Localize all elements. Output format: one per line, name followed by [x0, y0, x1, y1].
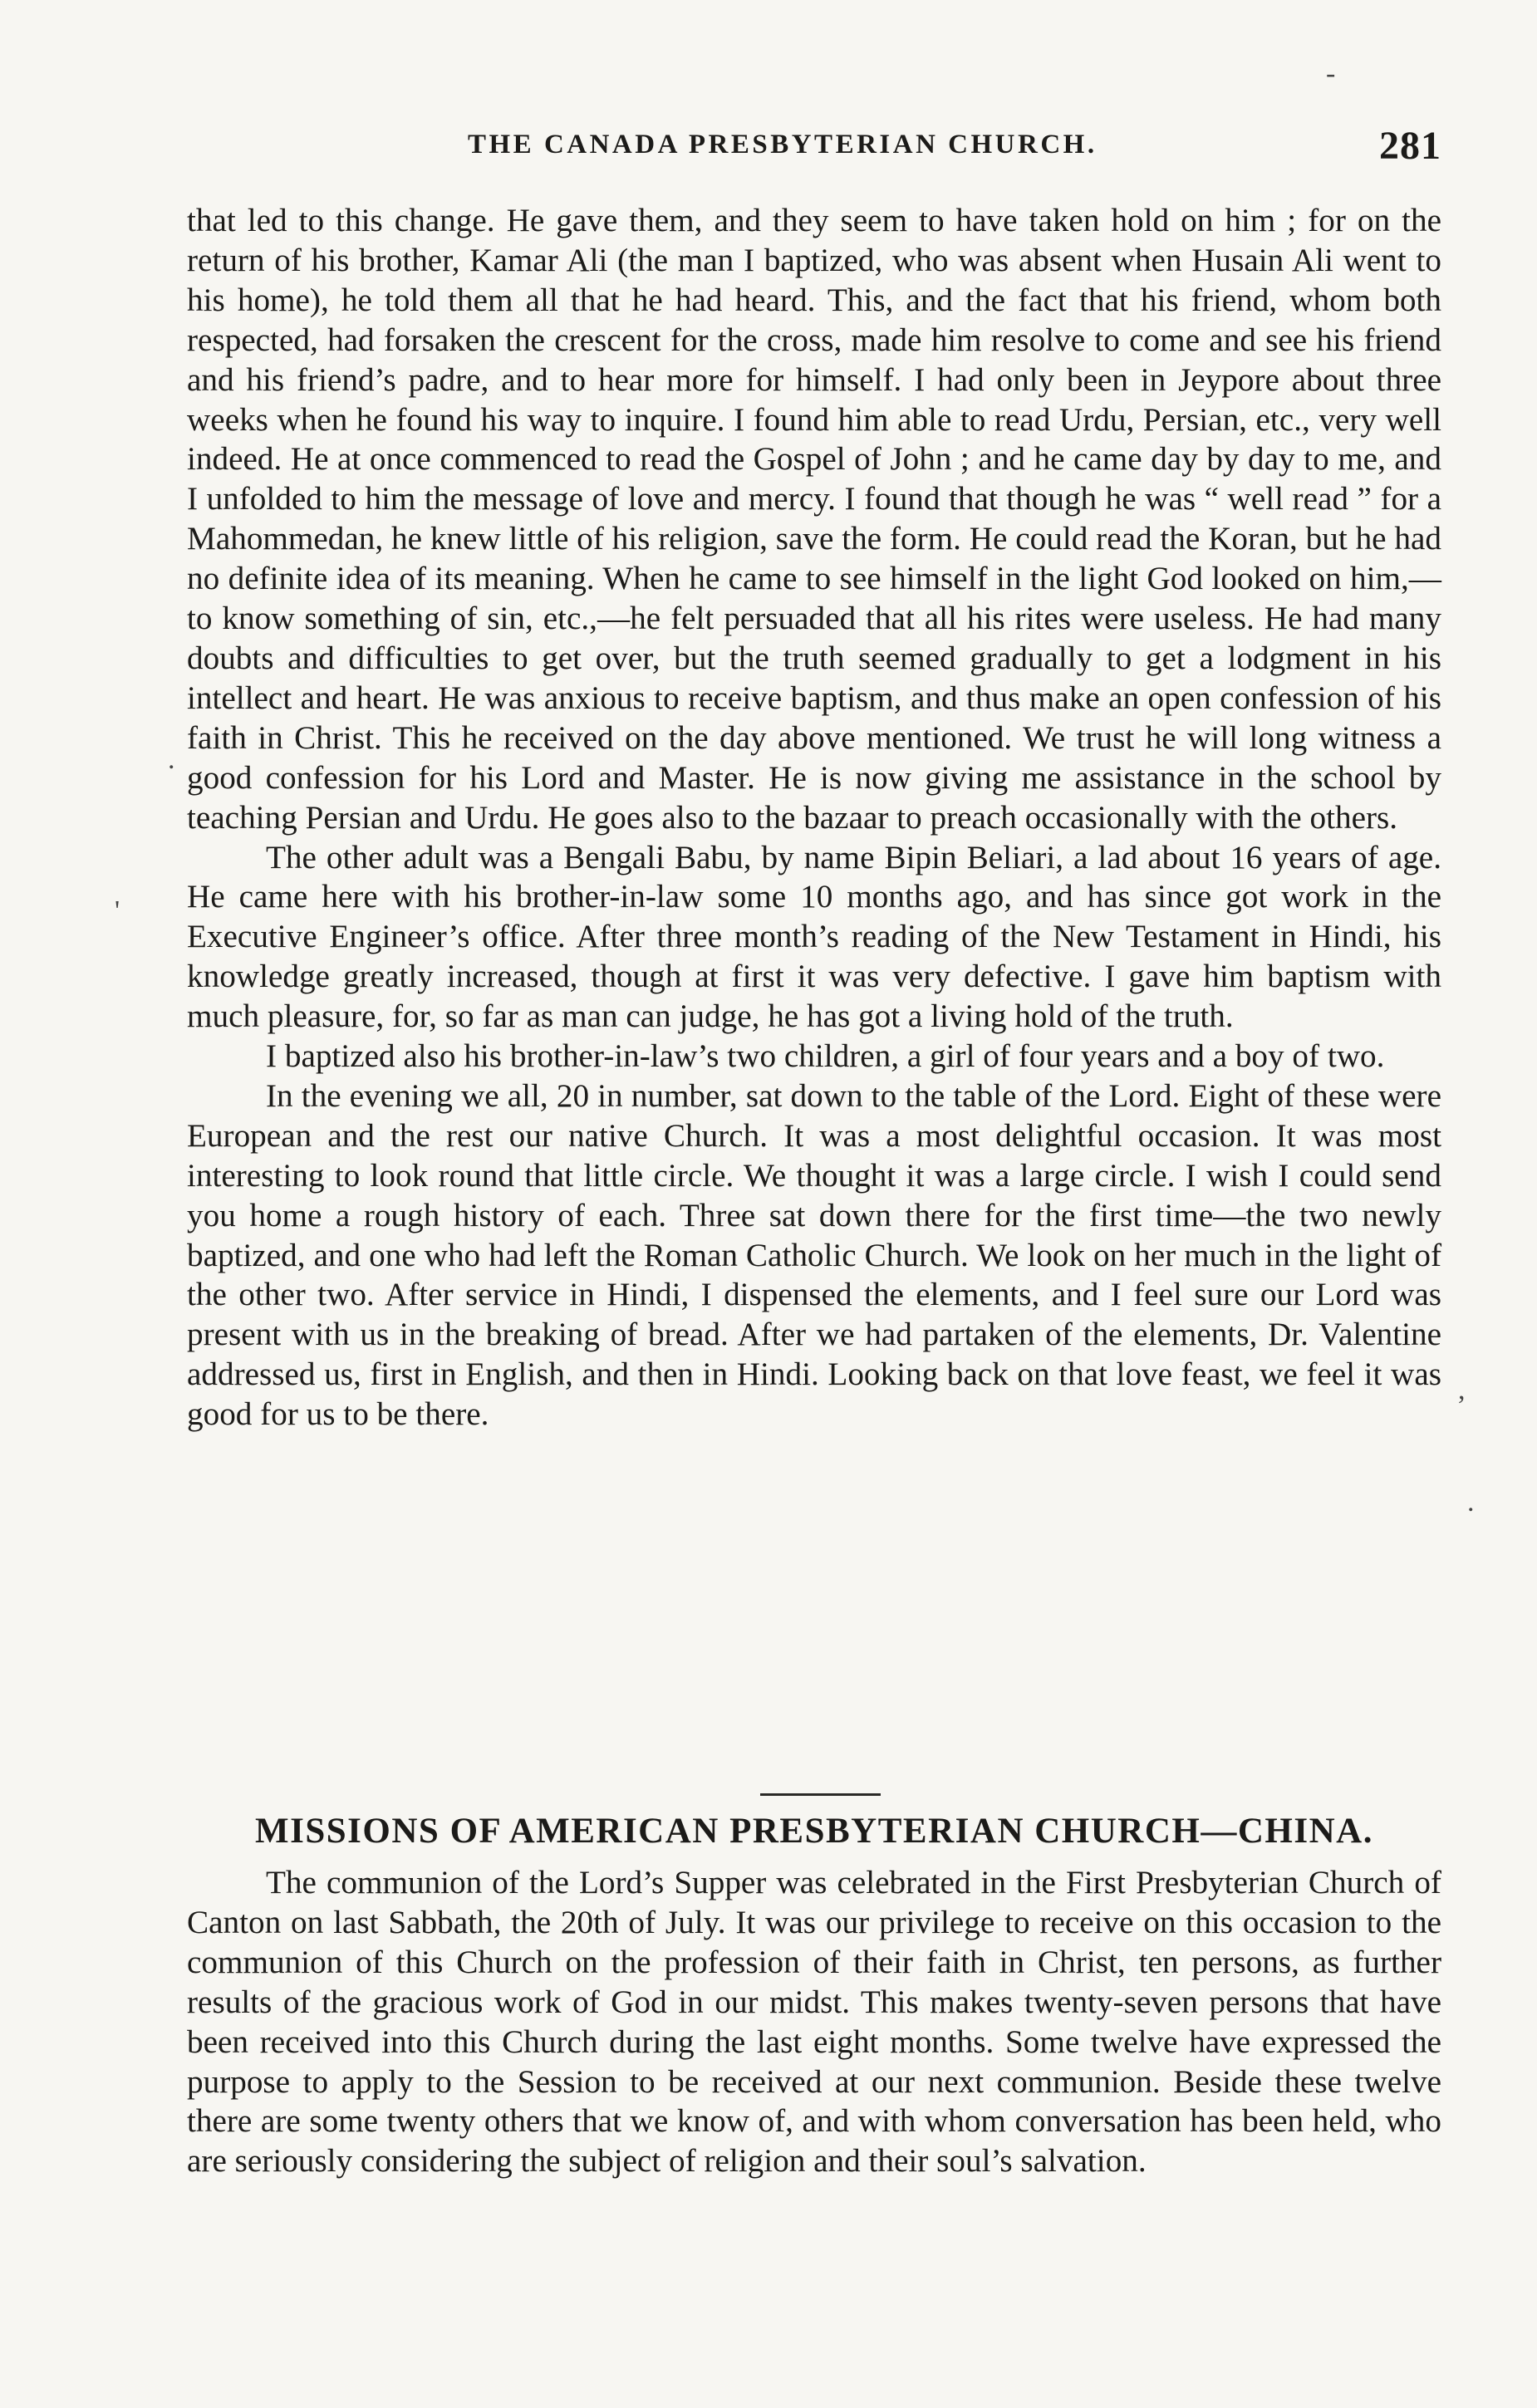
right-margin-dot: .	[1467, 1487, 1475, 1518]
section-paragraph: The communion of the Lord’s Supper was celebrated in the First Presbyterian Church of Canton on last Sabbath, the 20th of July. It was our privilege to receive on this occasion to the communion of this Church on the profession of their faith in Christ, ten persons, as further results of the gracious work of God in our midst. This makes twenty-seven persons that have been received into this Church during the last eight months. Some twelve have expressed the purpose to apply to the Session to be received at our next communion. Beside these twelve there are some twenty others that we know of, and with whom conversation has been held, who are seriously considering the subject of religion and their soul’s salvation.	[187, 1865, 1441, 2180]
paragraph-1: that led to this change. He gave them, and they seem to have taken hold on him ; for on the return of his brother, Kamar Ali (the man I baptized, who was absent when Husain Ali went to his home), he told them all that he had heard. This, and the fact that his friend, whom both respected, had forsaken the crescent for the cross, made him resolve to come and see his friend and his friend’s padre, and to hear more for himself. I had only been in Jeypore about three weeks when he found his way to inquire. I found him able to read Urdu, Persian, etc., very well indeed. He at once commenced to read the Gospel of John ; and he came day by day to me, and I unfolded to him the message of love and mercy. I found that though he was “ well read ” for a Mahommedan, he knew little of his religion, save the form. He could read the Koran, but he had no definite idea of its meaning. When he came to see himself in the light God looked on him,—to know something of sin, etc.,—he felt persuaded that all his rites were useless. He had many doubts and difficulties to get over, but the truth seemed gradually to get a lodgment in his intellect and heart. He was anxious to receive baptism, and thus make an open confession of his faith in Christ. This he received on the day above mentioned. We trust he will long witness a good confession for his Lord and Master. He is now giving me assistance in the school by teaching Persian and Urdu. He goes also to the bazaar to preach occasionally with the others.	[187, 203, 1441, 836]
running-head	[187, 123, 1441, 173]
top-margin-mark: -	[1326, 58, 1336, 89]
section-heading: MISSIONS OF AMERICAN PRESBYTERIAN CHURCH—CHINA.	[255, 1812, 1373, 1851]
page-number: 281	[1379, 124, 1441, 168]
left-margin-dot: .	[168, 744, 175, 775]
section-divider	[760, 1793, 881, 1796]
main-text	[187, 201, 1441, 1435]
paragraph-3: I baptized also his brother-in-law’s two children, a girl of four years and a boy of two.	[266, 1038, 1385, 1075]
left-margin-tick: '	[115, 895, 120, 926]
running-title: THE CANADA PRESBYTERIAN CHURCH.	[468, 130, 1098, 159]
paragraph-2: The other adult was a Bengali Babu, by name Bipin Beliari, a lad about 16 years of age. He came here with his brother-in-law some 10 months ago, and has since got work in the Executive Engineer’s office. After three month’s reading of the New Testament in Hindi, his knowledge greatly increased, though at first it was very defective. I gave him baptism with much pleasure, for, so far as man can judge, he has got a living hold of the truth.	[187, 839, 1441, 1035]
section-text	[187, 1863, 1441, 2181]
right-margin-tick: ,	[1458, 1375, 1466, 1405]
paragraph-4: In the evening we all, 20 in number, sat down to the table of the Lord. Eight of these were European and the rest our native Church. It was a most delightful occasion. It was most interesting to look round that little circle. We thought it was a large circle. I wish I could send you home a rough history of each. Three sat down there for the first time—the two newly baptized, and one who had left the Roman Catholic Church. We look on her much in the light of the other two. After service in Hindi, I dispensed the elements, and I feel sure our Lord was present with us in the breaking of bread. After we had partaken of the elements, Dr. Valentine addressed us, first in English, and then in Hindi. Looking back on that love feast, we feel it was good for us to be there.	[187, 1077, 1441, 1433]
